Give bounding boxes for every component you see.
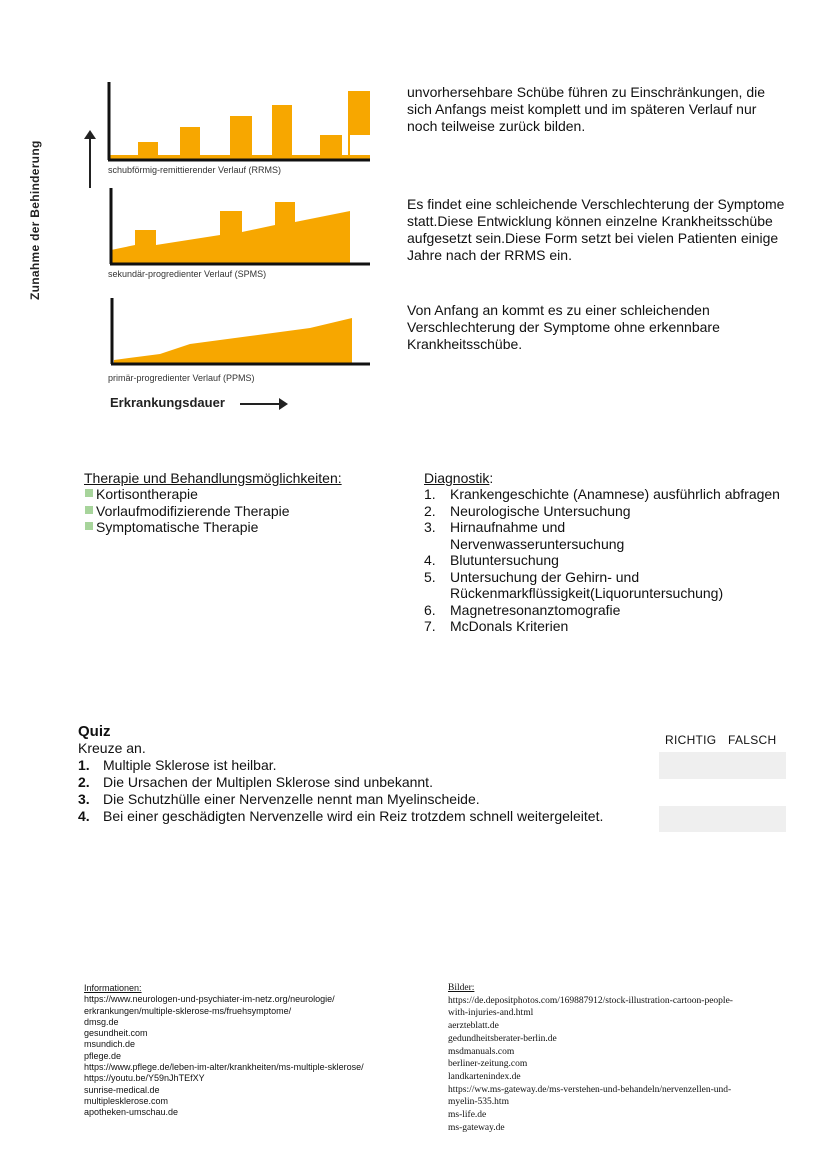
source-line: apotheken-umschau.de (84, 1107, 179, 1118)
x-axis-arrow-icon (240, 403, 280, 405)
item-text: Blutuntersuchung (450, 552, 559, 568)
question-number: 3. (78, 791, 90, 807)
item-number: 4. (424, 552, 436, 568)
item-text: Neurologische Untersuchung (450, 502, 631, 519)
source-line: ms-life.de (448, 1110, 487, 1121)
panel-spms (110, 188, 370, 264)
source-line: msdmanuals.com (448, 1046, 515, 1057)
answer-box-question-2[interactable] (659, 779, 786, 806)
therapy-list (84, 486, 394, 536)
quiz-question (78, 808, 658, 825)
panel-rrms (108, 82, 370, 160)
question-number: 2. (78, 774, 90, 790)
diagnostics-section (424, 470, 784, 635)
diagnostics-item (424, 569, 784, 602)
therapy-item (84, 503, 394, 520)
sources-images-title: Bilder: (448, 983, 475, 993)
source-line: aerzteblatt.de (448, 1021, 499, 1032)
therapy-item (84, 486, 394, 503)
question-number: 1. (78, 757, 90, 773)
source-line: https://www.pflege.de/leben-im-alter/krankheiten/ms-multiple-sklerose/ (84, 1062, 364, 1073)
sources-information-title: Informationen: (84, 983, 142, 993)
diagnostics-item (424, 618, 784, 635)
diagnostics-title (424, 470, 784, 486)
item-text: Magnetresonanztomografie (450, 601, 621, 618)
source-line: gesundheit.com (84, 1028, 148, 1039)
source-line: pflege.de (84, 1050, 122, 1061)
therapy-item (84, 519, 394, 536)
quiz-question (78, 774, 658, 791)
source-line: https://de.depositphotos.com/169887912/stock-illustration-cartoon-people- (448, 995, 733, 1006)
source-line: landkartenindex.de (448, 1071, 521, 1082)
item-text: Hirnaufnahme und Nervenwasseruntersuchung (450, 519, 625, 552)
quiz-instruction: Kreuze an. (78, 740, 146, 756)
bullet-icon (85, 489, 93, 497)
diagnostics-item (424, 503, 784, 520)
x-axis-label: Erkrankungsdauer (110, 395, 225, 410)
source-line: https://ww.ms-gateway.de/ms-verstehen-und-behandeln/nervenzellen-und- (448, 1084, 732, 1095)
item-number: 6. (424, 601, 436, 618)
description-ppms: Von Anfang an kommt es zu einer schleichenden Verschlechterung der Symptome ohne erkennbare Krankheitsschübe. (407, 302, 720, 352)
ms-course-chart (80, 80, 380, 380)
panel-label-ppms: primär-progredienter Verlauf (PPMS) (108, 373, 255, 383)
therapy-section (84, 470, 394, 536)
item-number: 3. (424, 519, 436, 535)
source-line: msundich.de (84, 1039, 136, 1050)
question-text: Multiple Sklerose ist heilbar. (103, 757, 277, 773)
therapy-item-label: Kortisontherapie (96, 486, 198, 502)
diagnostics-item (424, 519, 784, 552)
diagnostics-item (424, 602, 784, 619)
source-line: erkrankungen/multiple-sklerose-ms/fruehsymptome/ (84, 1005, 292, 1016)
source-line: myelin-535.htm (448, 1097, 509, 1108)
diagnostics-title-text: Diagnostik (424, 470, 490, 486)
spms-area (111, 202, 350, 263)
bullet-icon (85, 522, 93, 530)
bullet-icon (85, 506, 93, 514)
quiz-section (78, 723, 658, 825)
description-rrms: unvorhersehbare Schübe führen zu Einschränkungen, die sich Anfangs meist komplett und im späteren Verlauf nur noch teilweise zurück bilden. (407, 84, 766, 134)
sources-images (448, 982, 798, 1134)
item-number: 7. (424, 618, 436, 634)
column-richtig: RICHTIG (665, 733, 717, 747)
panel-label-spms: sekundär-progredienter Verlauf (SPMS) (108, 269, 267, 279)
quiz-question (78, 757, 658, 774)
source-line: berliner-zeitung.com (448, 1059, 528, 1070)
diagnostics-list (424, 486, 784, 635)
ms-course-figure (28, 80, 380, 420)
source-line: sunrise-medical.de (84, 1084, 160, 1095)
answer-box-question-1[interactable] (659, 752, 786, 779)
source-line: multiplesklerose.com (84, 1095, 169, 1106)
ppms-area (114, 318, 352, 363)
question-number: 4. (78, 808, 90, 824)
panel-ppms (111, 298, 370, 364)
source-line: with-injuries-and.html (448, 1008, 534, 1019)
quiz-questions (78, 757, 658, 825)
column-falsch: FALSCH (728, 733, 777, 747)
panel-label-rrms: schubförmig-remittierender Verlauf (RRMS) (108, 165, 282, 175)
question-text: Die Schutzhülle einer Nervenzelle nennt man Myelinscheide. (103, 791, 480, 807)
answer-box-question-3[interactable] (659, 806, 786, 832)
y-axis-label: Zunahme der Behinderung (28, 140, 42, 300)
source-line: gedundheitsberater-berlin.de (448, 1033, 557, 1044)
quiz-question (78, 791, 658, 808)
therapy-item-label: Vorlaufmodifizierende Therapie (96, 502, 290, 519)
source-line: https://youtu.be/Y59nJhTEfXY (84, 1073, 205, 1084)
item-text: McDonals Kriterien (450, 618, 569, 634)
diagnostics-item (424, 552, 784, 569)
item-number: 1. (424, 486, 436, 502)
item-text: Krankengeschichte (Anamnese) ausführlich abfragen (450, 486, 780, 502)
item-number: 5. (424, 568, 436, 585)
source-line: ms-gateway.de (448, 1122, 505, 1133)
rrms-area (109, 91, 370, 160)
description-spms: Es findet eine schleichende Verschlechterung der Symptome statt.Diese Entwicklung können einzelne Krankheitsschübe aufgesetzt sein.Diese Form setzt bei vielen Patienten einige Jahre nach der RRMS ein. (407, 196, 785, 263)
source-line: https://www.neurologen-und-psychiater-im-netz.org/neurologie/ (84, 994, 335, 1005)
therapy-item-label: Symptomatische Therapie (96, 519, 259, 535)
question-text: Die Ursachen der Multiplen Sklerose sind unbekannt. (103, 774, 433, 790)
item-number: 2. (424, 502, 436, 519)
question-text: Bei einer geschädigten Nervenzelle wird ein Reiz trotzdem schnell weitergeleitet. (103, 808, 604, 824)
sources-information (84, 983, 424, 1119)
therapy-title: Therapie und Behandlungsmöglichkeiten: (84, 470, 342, 486)
item-text: Untersuchung der Gehirn- und Rückenmarkflüssigkeit(Liquoruntersuchung) (450, 568, 724, 601)
diagnostics-item (424, 486, 784, 503)
diagnostics-title-colon: : (489, 470, 494, 486)
source-line: dmsg.de (84, 1016, 119, 1027)
quiz-title: Quiz (78, 723, 111, 740)
